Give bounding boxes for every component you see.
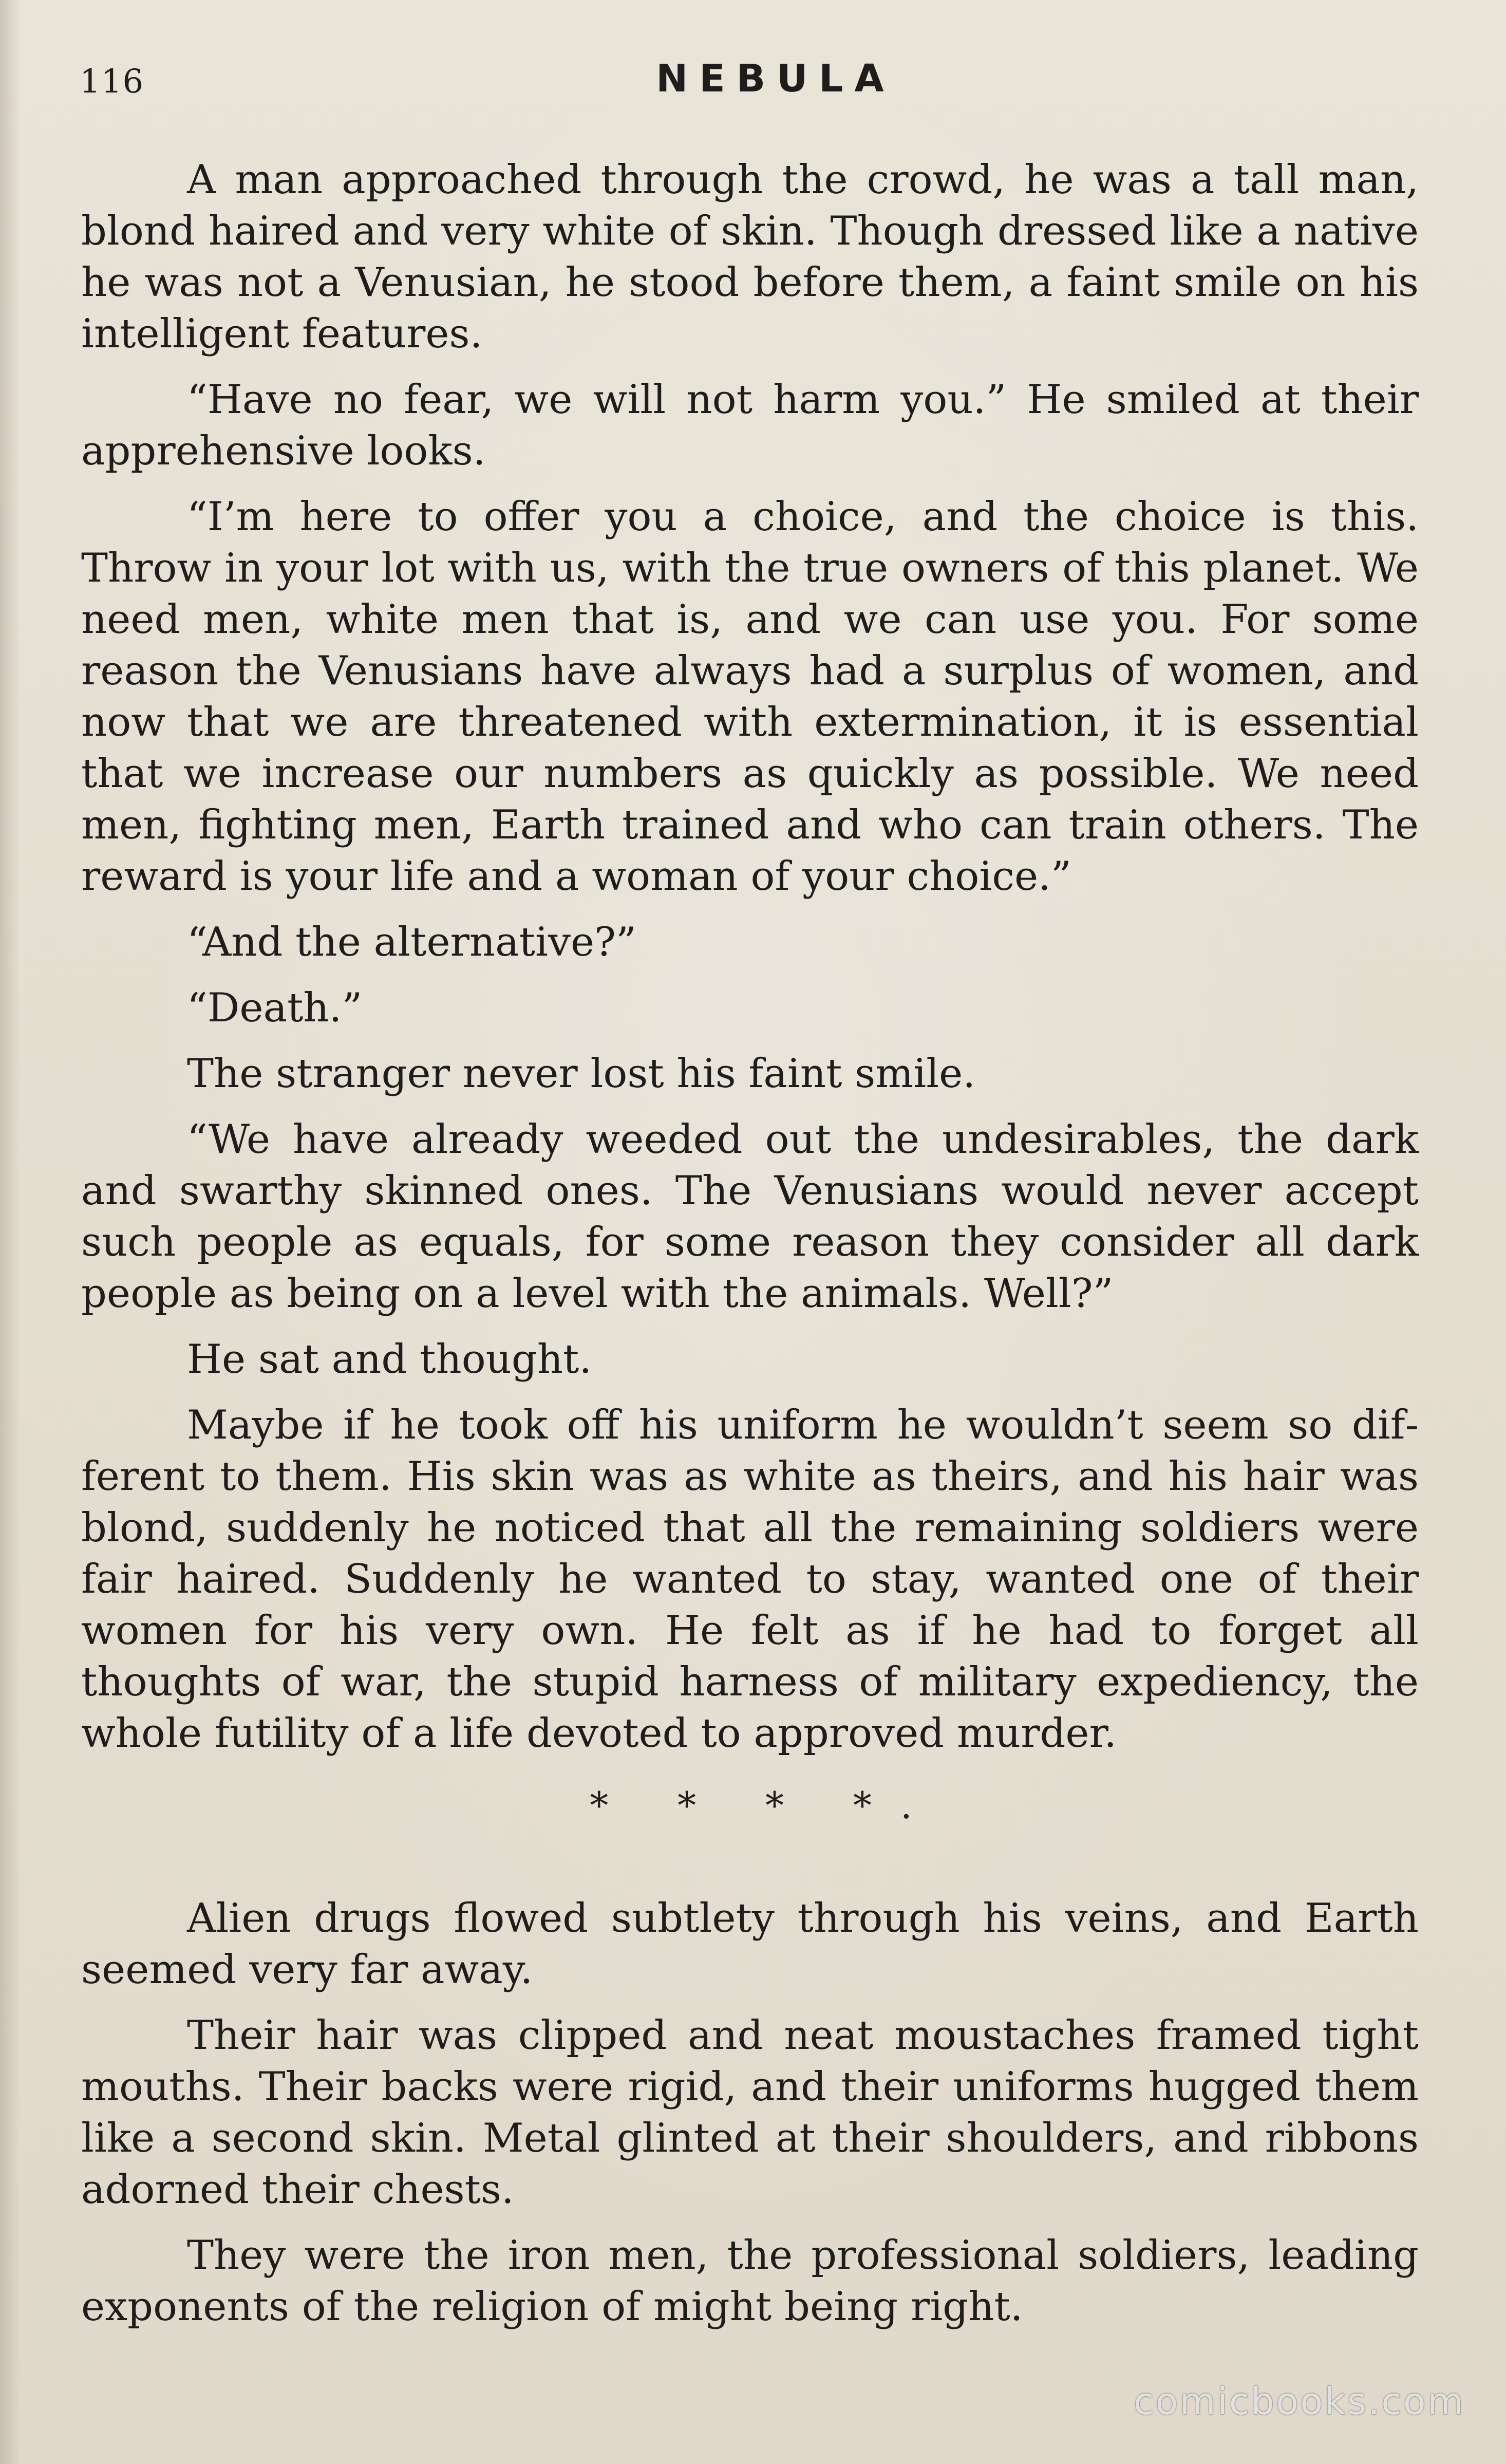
paragraph: The stranger never lost his faint smile.	[187, 1051, 976, 1097]
running-title: NEBULA	[656, 57, 895, 101]
page-number: 116	[80, 63, 144, 101]
paragraph: Alien drugs flowed subtlety through his veins, and Earth seemed very far away.	[81, 1895, 1419, 1993]
section-separator: * * * *.	[590, 1784, 941, 1827]
paragraph: A man approached through the crowd, he was a tall man, blond haired and very white of skin. Though dressed like a native he was not a Venusian, he stood before them, a faint smile on his intelligent features.	[81, 157, 1419, 357]
watermark: comicbooks.com	[1133, 2380, 1465, 2423]
body-text	[81, 154, 1419, 2347]
paragraph: Maybe if he took off his uniform he wouldn’t seem so different to them. His skin was as white as theirs, and his hair was blond, suddenly he noticed that all the remaining soldiers were fair haired. Suddenly he wanted to stay, wanted one of their women for his very own. He felt as if he had to forget all thoughts of war, the stupid harness of military expediency, the whole futility of a life devoted to approved murder.	[81, 1402, 1419, 1757]
paragraph: They were the iron men, the professional soldiers, leading exponents of the religion of might being right.	[81, 2232, 1419, 2330]
paragraph: “We have already weeded out the undesirables, the dark and swarthy skinned ones. The Venusians would never accept such people as equals, for some reason they consider all dark people as being on a level with the animals. Well?”	[81, 1116, 1419, 1317]
paragraph: “Death.”	[187, 985, 363, 1031]
page-gutter-shadow	[0, 0, 21, 2464]
paragraph: Their hair was clipped and neat moustaches framed tight mouths. Their backs were rigid, and their uniforms hugged them like a second skin. Metal glinted at their shoulders, and ribbons adorned their chests.	[81, 2012, 1419, 2213]
paragraph: “And the alternative?”	[187, 919, 636, 965]
paragraph: “I’m here to offer you a choice, and the choice is this. Throw in your lot with us, with the true owners of this planet. We need men, white men that is, and we can use you. For some reason the Venusians have always had a surplus of women, and now that we are threatened with extermination, it is essential that we increase our numbers as quickly as possible. We need men, fighting men, Earth trained and who can train others. The reward is your life and a woman of your choice.”	[81, 494, 1419, 900]
paragraph: He sat and thought.	[187, 1336, 592, 1383]
page-header	[80, 57, 1425, 113]
paragraph: “Have no fear, we will not harm you.” He smiled at their apprehensive looks.	[81, 377, 1419, 474]
